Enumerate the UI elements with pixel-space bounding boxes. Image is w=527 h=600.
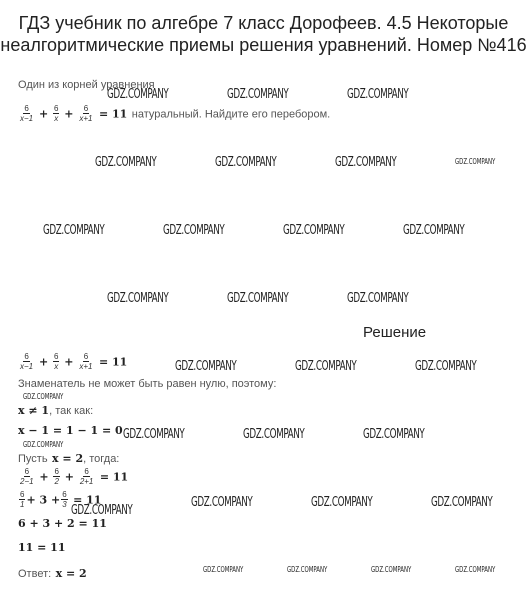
watermark: GDZ.COMPANY [163,223,225,238]
fraction-denominator: x [54,114,59,123]
result-line: 11 = 11 [18,541,66,554]
let-value: x = 2 [52,452,84,465]
x-minus-line: x − 1 = 1 − 1 = 0 [18,424,123,437]
fraction-numerator: 6 [24,352,29,361]
fraction-numerator: 6 [83,104,89,113]
fraction-numerator: 6 [54,104,59,113]
solution-equation-original: $\frac{6}{x-1}$ + $\frac{6}{x}$ + $\frac{6}{x+1}$ = 11 [20,352,128,371]
equation-mid: + 3 + [26,493,61,507]
problem-suffix: натуральный. Найдите его перебором. [131,108,331,121]
x-neq-math: x ≠ 1 [18,404,50,417]
answer-line [18,564,87,582]
watermark: GDZ.COMPANY [107,291,169,306]
watermark: GDZ.COMPANY [107,87,169,102]
watermark: GDZ.COMPANY [347,291,409,306]
let-line [18,449,119,467]
watermark: GDZ.COMPANY [215,155,277,170]
fraction-denominator: x [54,362,59,371]
watermark: GDZ.COMPANY [347,87,409,102]
fraction-denominator: x−1 [20,114,34,123]
equation-rhs: = 11 [99,470,129,484]
problem-intro: Один из корней уравнения [18,79,155,91]
x-neq-line [18,401,93,419]
fraction-numerator: 6 [54,467,59,476]
fraction-denominator: 2−1 [20,477,34,486]
fraction-numerator: 6 [24,104,29,113]
watermark: GDZ.COMPANY [43,223,105,238]
watermark: GDZ.COMPANY [403,223,465,238]
answer-label: Ответ: [18,568,52,580]
watermark: GDZ.COMPANY [203,565,244,574]
fraction-numerator: 6 [83,352,89,361]
watermark: GDZ.COMPANY [23,440,64,449]
watermark: GDZ.COMPANY [455,565,496,574]
watermark: GDZ.COMPANY [71,503,133,518]
fraction-numerator: 6 [20,490,25,499]
fraction-denominator: x+1 [79,114,93,123]
watermark: GDZ.COMPANY [415,359,477,374]
watermark: GDZ.COMPANY [335,155,397,170]
equation-rhs: = 11 [73,493,102,507]
fraction-denominator: x+1 [79,362,93,371]
watermark: GDZ.COMPANY [23,392,64,401]
watermark: GDZ.COMPANY [431,495,493,510]
answer-value: x = 2 [55,567,87,580]
watermark: GDZ.COMPANY [287,565,328,574]
sum-line: 6 + 3 + 2 = 11 [18,517,107,530]
x-neq-suffix: , так как: [49,405,94,417]
watermark: GDZ.COMPANY [455,157,496,166]
solution-heading: Решение [363,324,427,341]
equation-rhs: = 11 [98,107,128,121]
fraction-numerator: 6 [54,352,59,361]
watermark: GDZ.COMPANY [191,495,253,510]
fraction-numerator: 6 [84,467,89,476]
let-prefix: Пусть [18,453,48,465]
watermark: GDZ.COMPANY [95,155,157,170]
watermark: GDZ.COMPANY [295,359,357,374]
watermark: GDZ.COMPANY [311,495,373,510]
fraction-denominator: 2 [54,477,59,486]
fraction-denominator: 2+1 [79,477,94,486]
watermark: GDZ.COMPANY [227,291,289,306]
watermark: GDZ.COMPANY [363,427,425,442]
watermark: GDZ.COMPANY [227,87,289,102]
page-title: ГДЗ учебник по алгебре 7 класс Дорофеев. 4.5 Некоторые неалгоритмические приемы решения уравнений. Номер №416 [0,13,527,55]
watermark: GDZ.COMPANY [175,359,237,374]
watermark: GDZ.COMPANY [371,565,412,574]
equation-rhs: = 11 [98,355,128,369]
watermark: GDZ.COMPANY [243,427,305,442]
fraction-denominator: x−1 [20,362,34,371]
watermark: GDZ.COMPANY [123,427,185,442]
watermark: GDZ.COMPANY [283,223,345,238]
problem-equation: $\frac{6}{x-1}$ + $\frac{6}{x}$ + $\frac{6}{x+1}$ = 11 натуральный. Найдите его перебором. [20,104,331,123]
solution-equation-substituted: $\frac{6}{2-1}$ + $\frac{6}{2}$ + $\frac{6}{2+1}$ = 11 [20,467,129,486]
fraction-denominator: 3 [62,500,67,509]
fraction-denominator: 1 [20,500,25,509]
fraction-numerator: 6 [62,490,67,499]
let-suffix: , тогда: [83,453,120,465]
denominator-note: Знаменатель не может быть равен нулю, поэтому: [18,378,277,390]
fraction-numerator: 6 [24,467,30,476]
